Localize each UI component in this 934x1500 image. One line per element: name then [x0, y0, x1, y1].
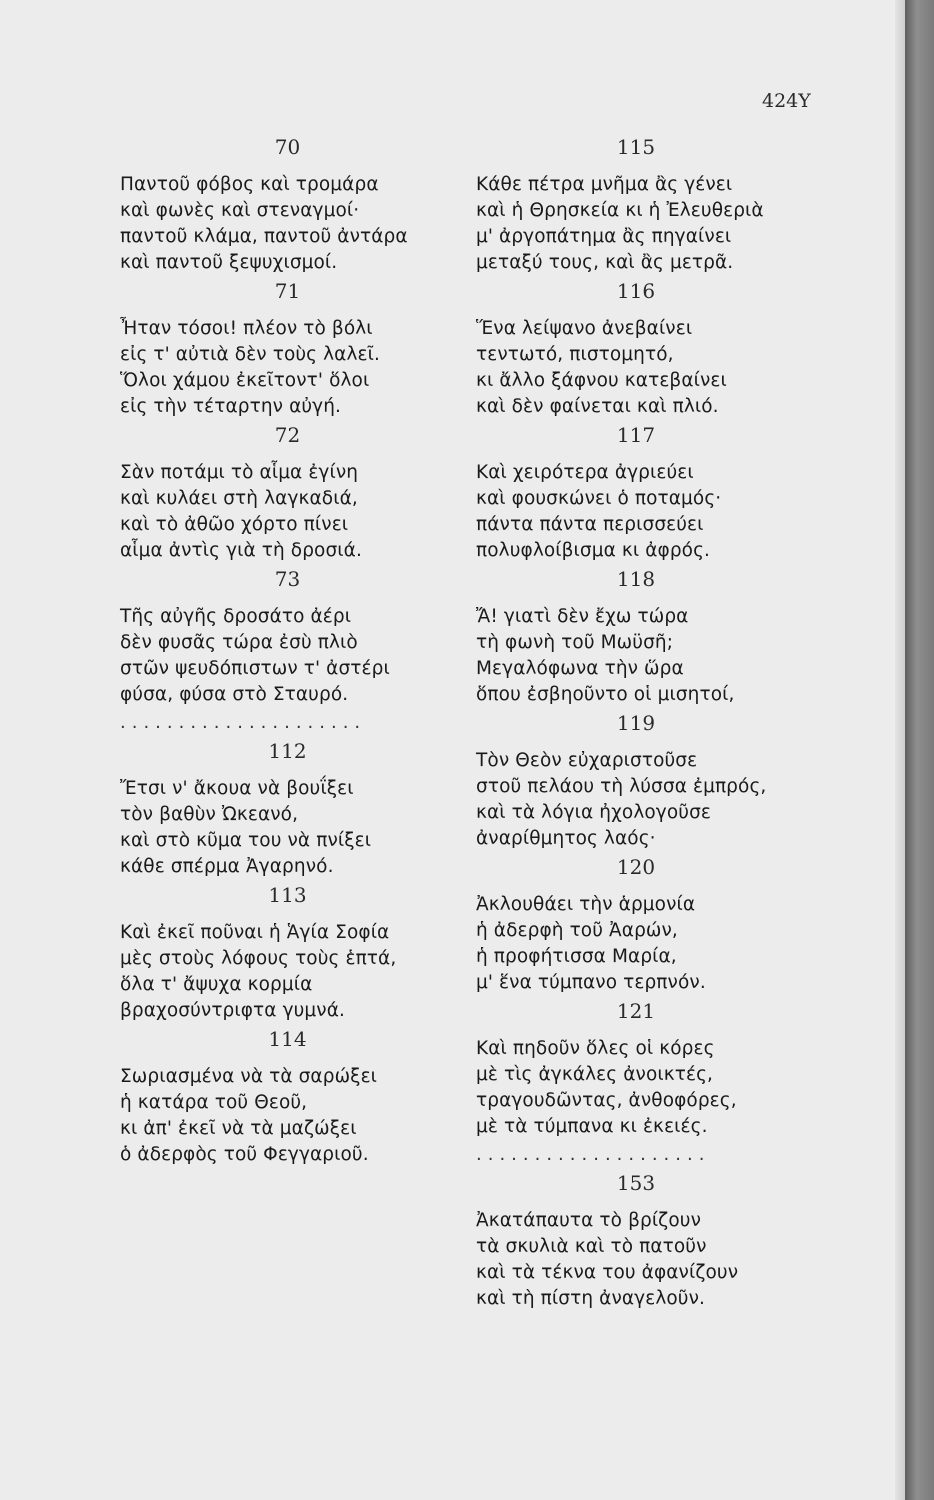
verse-line: καὶ τὰ λόγια ἠχολογοῦσε	[476, 802, 711, 823]
verse-line: Τὸν Θεὸν εὐχαριστοῦσε	[476, 750, 698, 771]
verse-line: Σωριασμένα νὰ τὰ σαρώξει	[120, 1066, 378, 1087]
stanza-gap	[476, 1026, 796, 1036]
verse-line: μεταξύ τους, καὶ ἂς μετρᾶ.	[476, 252, 734, 273]
verse-line: πάντα πάντα περισσεύει	[476, 514, 704, 535]
verse-line: Τῆς αὐγῆς δροσάτο ἀέρι	[120, 606, 352, 627]
stanza-gap	[120, 162, 460, 172]
verse-line: Ἔτσι ν' ἄκουα νὰ βουΐξει	[120, 778, 354, 799]
verse-line: Ἄ! γιατὶ δὲν ἔχω τώρα	[476, 606, 689, 627]
stanza-number: 121	[616, 999, 656, 1023]
stanza	[476, 708, 796, 852]
verse-line: ὅλα τ' ἄψυχα κορμία	[120, 974, 313, 995]
stanza-gap	[120, 766, 460, 776]
page-number: 424Y	[762, 90, 811, 112]
verse-line: τὰ σκυλιὰ καὶ τὸ πατοῦν	[476, 1236, 707, 1257]
verse-line: καὶ φουσκώνει ὁ ποταμός·	[476, 488, 722, 509]
verse-line: καὶ φωνὲς καὶ στεναγμοί·	[120, 200, 360, 221]
verse-line: στῶν ψευδόπιστων τ' ἀστέρι	[120, 658, 390, 679]
verse-line: ὁ ἀδερφὸς τοῦ Φεγγαριοῦ.	[120, 1144, 369, 1165]
verse-line: μὲς στοὺς λόφους τοὺς ἑπτά,	[120, 948, 397, 969]
verse-line: στοῦ πελάου τὴ λύσσα ἐμπρός,	[476, 776, 767, 797]
verse-line: πολυφλοίβισμα κι ἀφρός.	[476, 540, 711, 561]
stanza-gap	[120, 910, 460, 920]
verse-line: καὶ τὸ ἀθῶο χόρτο πίνει	[120, 514, 349, 535]
verse-line: μὲ τὰ τύμπανα κι ἐκειές.	[476, 1116, 708, 1137]
page-edge-shadow	[905, 0, 934, 1500]
verse-line: Ἀκατάπαυτα τὸ βρίζουν	[476, 1210, 702, 1231]
stanza-number: 71	[274, 279, 301, 303]
verse-line: τεντωτό, πιστομητό,	[476, 344, 674, 365]
verse-line: μὲ τὶς ἀγκάλες ἀνοικτές,	[476, 1064, 714, 1085]
verse-line: Κάθε πέτρα μνῆμα ἂς γένει	[476, 174, 733, 195]
stanza-number: 73	[274, 567, 301, 591]
verse-line: τὸν βαθὺν Ὠκεανό,	[120, 804, 299, 825]
verse-line: ἡ κατάρα τοῦ Θεοῦ,	[120, 1092, 308, 1113]
stanza	[120, 132, 460, 276]
verse-line: καὶ τὴ πίστη ἀναγελοῦν.	[476, 1288, 706, 1309]
verse-line: καὶ κυλάει στὴ λαγκαδιά,	[120, 488, 358, 509]
stanza	[120, 420, 460, 564]
verse-line: καὶ στὸ κῦμα του νὰ πνίξει	[120, 830, 372, 851]
stanza-gap	[476, 450, 796, 460]
stanza-number: 118	[616, 567, 656, 591]
verse-line: Καὶ χειρότερα ἀγριεύει	[476, 462, 694, 483]
stanza-gap	[476, 594, 796, 604]
verse-line: Ἦταν τόσοι! πλέον τὸ βόλι	[120, 318, 373, 339]
verse-line: Παντοῦ φόβος καὶ τρομάρα	[120, 174, 379, 195]
verse-line: κι ἀπ' ἐκεῖ νὰ τὰ μαζώξει	[120, 1118, 357, 1139]
verse-line: τραγουδῶντας, ἀνθοφόρες,	[476, 1090, 737, 1111]
stanza-number: 116	[616, 279, 656, 303]
verse-line: εἰς τ' αὐτιὰ δὲν τοὺς λαλεῖ.	[120, 344, 380, 365]
stanza	[476, 276, 796, 420]
verse-line: Ὅλοι χάμου ἐκεῖτοντ' ὅλοι	[120, 370, 370, 391]
stanza-number: 114	[268, 1027, 307, 1051]
verse-line: καὶ παντοῦ ξεψυχισμοί.	[120, 252, 338, 273]
stanza-gap	[120, 594, 460, 604]
verse-line: Καὶ πηδοῦν ὅλες οἱ κόρες	[476, 1038, 715, 1059]
stanza	[476, 132, 796, 276]
verse-line: καὶ δὲν φαίνεται καὶ πλιό.	[476, 396, 719, 417]
verse-line: φύσα, φύσα στὸ Σταυρό.	[120, 684, 349, 705]
verse-line: κι ἄλλο ξάφνου κατεβαίνει	[476, 370, 727, 391]
stanza	[476, 852, 796, 996]
stanza	[120, 880, 460, 1024]
stanza-gap	[476, 882, 796, 892]
verse-line: παντοῦ κλάμα, παντοῦ ἀντάρα	[120, 226, 408, 247]
verse-line: Ἕνα λείψανο ἀνεβαίνει	[476, 318, 693, 339]
stanza-number: 119	[616, 711, 656, 735]
stanza	[476, 1168, 796, 1312]
stanza-number: 112	[268, 739, 307, 763]
stanza	[120, 736, 460, 880]
verse-line: μ' ἀργοπάτημα ἂς πηγαίνει	[476, 226, 732, 247]
stanza-gap	[476, 306, 796, 316]
verse-line: καὶ ἡ Θρησκεία κι ἡ Ἐλευθεριὰ	[476, 200, 764, 221]
verse-line: ὅπου ἐσβηοῦντο οἱ μισητοί,	[476, 684, 735, 705]
verse-line: καὶ τὰ τέκνα του ἀφανίζουν	[476, 1262, 739, 1283]
verse-line: μ' ἕνα τύμπανο τερπνόν.	[476, 972, 706, 993]
left-column	[120, 132, 460, 1168]
ellipsis-separator: ....................	[476, 1144, 711, 1165]
verse-line: ἀναρίθμητος λαός·	[476, 828, 656, 849]
stanza-number: 72	[274, 423, 301, 447]
stanza-gap	[120, 450, 460, 460]
verse-line: ἡ ἀδερφὴ τοῦ Ἀαρών,	[476, 920, 678, 941]
stanza-gap	[476, 162, 796, 172]
stanza	[476, 996, 796, 1140]
stanza-gap	[120, 1054, 460, 1064]
stanza	[476, 564, 796, 708]
verse-line: ἡ προφήτισσα Μαρία,	[476, 946, 677, 967]
verse-line: βραχοσύντριφτα γυμνά.	[120, 1000, 346, 1021]
verse-line: εἰς τὴν τέταρτην αὐγή.	[120, 396, 342, 417]
ellipsis-separator: .....................	[120, 712, 367, 733]
verse-line: αἷμα ἀντὶς γιὰ τὴ δροσιά.	[120, 540, 362, 561]
stanza-gap	[120, 306, 460, 316]
stanza-number: 117	[616, 423, 656, 447]
stanza-number: 153	[616, 1171, 656, 1195]
stanza	[120, 564, 460, 708]
stanza-number: 70	[274, 135, 301, 159]
stanza-gap	[476, 738, 796, 748]
stanza	[120, 276, 460, 420]
stanza-number: 113	[268, 883, 307, 907]
verse-line: Σὰν ποτάμι τὸ αἷμα ἐγίνη	[120, 462, 359, 483]
stanza	[120, 1024, 460, 1168]
verse-line: δὲν φυσᾶς τώρα ἐσὺ πλιὸ	[120, 632, 358, 653]
verse-line: κάθε σπέρμα Ἀγαρηνό.	[120, 856, 334, 877]
verse-line: Καὶ ἐκεῖ ποῦναι ἡ Ἁγία Σοφία	[120, 922, 390, 943]
verse-line: Μεγαλόφωνα τὴν ὥρα	[476, 658, 684, 679]
stanza	[476, 420, 796, 564]
right-column	[476, 132, 796, 1312]
stanza-number: 120	[616, 855, 656, 879]
verse-line: τὴ φωνὴ τοῦ Μωϋσῆ;	[476, 632, 674, 653]
verse-line: Ἀκλουθάει τὴν ἁρμονία	[476, 894, 696, 915]
stanza-number: 115	[616, 135, 656, 159]
stanza-gap	[476, 1198, 796, 1208]
